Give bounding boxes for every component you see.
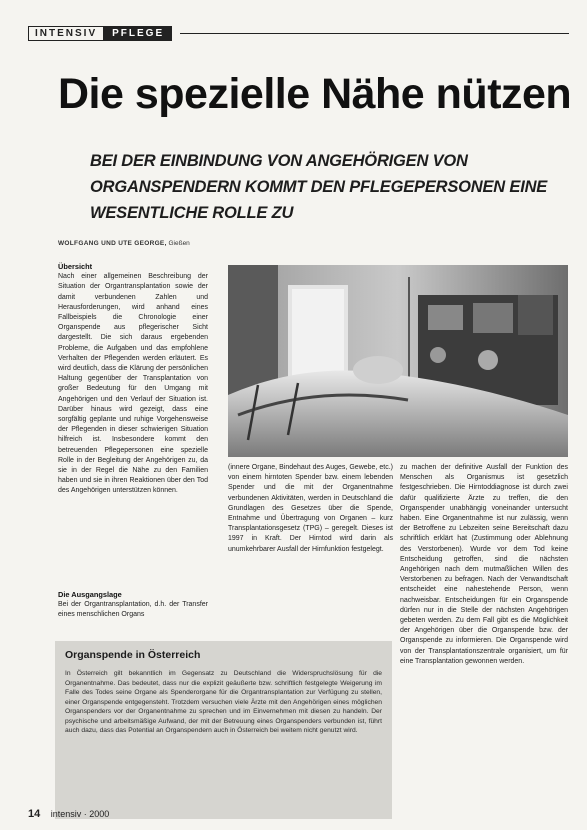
section-tag-left: INTENSIV [28,26,104,41]
section-tag [28,26,172,41]
overview-heading: Übersicht [58,262,93,271]
author-place: Gießen [168,240,190,247]
column-3 [400,463,568,818]
column-2-paragraph: (innere Organe, Bindehaut des Auges, Gewebe, etc.) von einem hirntoten Spender bzw. einem lebenden Spender und die mit der Organentnahme verbundenen Aktivitäten, werden in Deutschland die Grundlagen des Gesetzes über die Spende, Entnahme und Übertragung von Organen – kurz Transplantationsgesetz (TPG) – geregelt. Dieses ist 1997 in Kraft. Der Hirntod wird darin als unumkehrbarer Ausfall der Hirnfunktion festgelegt. [228,464,393,553]
column-1-top [58,262,208,586]
page-number: 14 [28,808,41,820]
article-authors [58,240,190,247]
hospital-photo [228,265,568,457]
info-box-austria [55,641,392,819]
overview-paragraph: Nach einer allgemeinen Beschreibung der Situation der Organtransplantation sowie der damit verbundenen Zahlen und Herausforderungen, wird anhand eines Fallbeispiels die Chronologie einer Organspende aus pflegerischer Sicht dargestellt. Die sich daraus ergebenden Probleme, die Aufgaben und das empfohlene Verhalten der Pflegenden werden erläutert. Es wird deutlich, dass die Klärung der persönlichen Haltung gegenüber der Transplantation von großer Bedeutung für den Umgang mit Angehörigen und den Verlauf der Situation ist. Darüber hinaus wird gezeigt, dass eine sorgfältig geplante und ruhige Vorgehensweise der Pflegenden in dieser schwierigen Situation hilfreich ist. Insbesondere kommt den betreuenden Pflegepersonen eine spezielle Rolle in der Begleitung der Angehörigen zu, da sie in der Regel die Nähe zu den Familien haben und sie in ihren Reaktionen über den Tod des Angehörigen unterstützen können. [58,273,208,495]
photo-illustration [228,265,568,457]
section-tag-right: PFLEGE [104,26,172,41]
journal-name: intensiv · 2000 [50,809,110,819]
info-box-title: Organspende in Österreich [65,649,201,661]
situation-paragraph: Bei der Organtransplantation, d.h. der Transfer eines menschlichen Organs [58,601,208,619]
column-2 [228,463,393,638]
article-subtitle: BEI DER EINBINDUNG VON ANGEHÖRIGEN VON ORGANSPENDERN KOMMT DEN PFLEGEPERSONEN EINE WESENTLICHE ROLLE ZU [90,152,548,222]
author-names: WOLFGANG UND UTE GEORGE, [58,240,167,247]
situation-heading: Die Ausgangslage [58,590,122,599]
info-box-text: In Österreich gilt bekanntlich im Gegensatz zu Deutschland die Widerspruchslösung für die Organentnahme. Das bedeutet, dass nur die explizit geäußerte bzw. schriftlich festgelegte Weigerung im Falle des Todes seine Organe als Spenderorgane für die Organtransplantation zur Verfügung zu stellen, einer Organspende entgegensteht. Trotzdem versuchen viele Ärzte mit den Angehörigen eines möglichen Organspenders vor der Organentnahme zu sprechen und im Einvernehmen mit diesen zu handeln. Der psychische und arbeitsmäßige Aufwand, der mit der Betreuung eines Organspenders verbunden ist, führt auch dazu, dass das Potential an Organspendern auch in Österreich bei weitem nicht genutzt wird. [65,670,382,734]
page-footer [28,808,109,820]
column-1-bottom [58,590,208,630]
column-3-paragraph: zu machen der definitive Ausfall der Funktion des Menschen als Organismus ist gesetzlich festgeschrieben. Die Hirntoddiagnose ist durch zwei dafür qualifizierte Ärzte zu treffen, die den Organspender unabhängig voneinander untersucht haben. Eine Organentnahme ist nur zulässig, wenn der Betroffene zu Lebzeiten seine Bereitschaft dazu schriftlich erklärt hat (Zustimmung oder Ablehnung des Verstorbenen). Wurde vor dem Tod keine Entscheidung getroffen, sind die nächsten Angehörigen nach dem mutmaßlichen Willen des Verstorbenen zu befragen. Nach der Verwandtschaft entscheidet eine nahestehende Person, wenn nachweisbar. Entscheidungen für ein Organspende dürfen nur in die Stelle der nächsten Angehörigen gebeten werden. Zu dem Fall gibt es die Möglichkeit der Angehörigen über die Organspende bzw. der Organspende zu informieren. Die Organspende wird von der Transplantationszentrale organisiert, um für eine Transplantation gewonnen werden. [400,464,568,665]
header-rule [180,33,569,34]
article-title: Die spezielle Nähe nützen [58,70,572,118]
